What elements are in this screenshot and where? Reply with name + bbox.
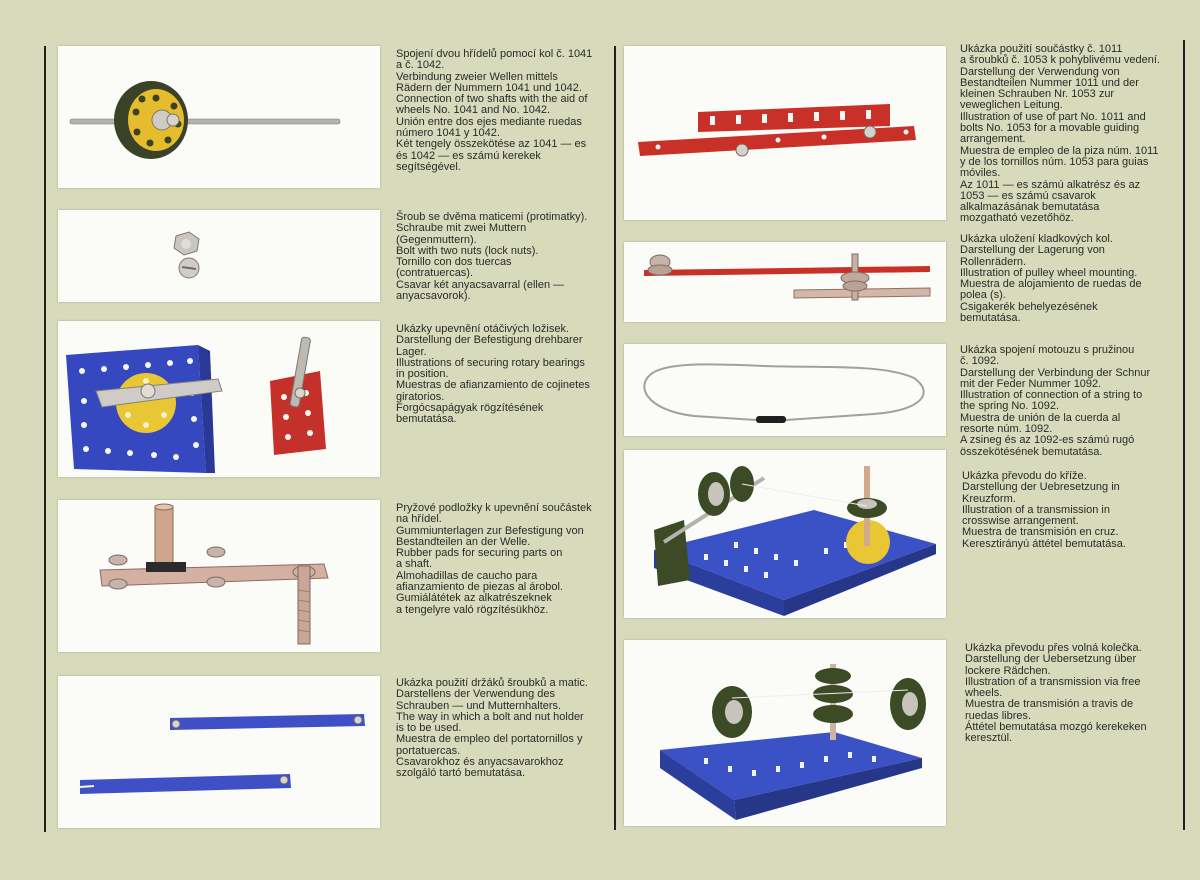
caption-line: Illustration of a transmission via free [965, 675, 1141, 688]
photo-crosswise-transmission [624, 450, 946, 618]
caption-line: (Gegenmuttern). [396, 233, 477, 246]
caption-line: Az 1011 — es számú alkatrész és az [960, 178, 1141, 191]
caption-line: Ukázky upevnění otáčivých ložisek. [396, 323, 570, 335]
caption-line: Forgócsapágyak rögzítésének [396, 402, 544, 415]
caption-line: Muestras de afianzamiento de cojinetes [396, 379, 590, 392]
photo-bolt-two-nuts [58, 210, 380, 302]
caption-line: Darstellung der Verbindung der Schnur [960, 366, 1151, 379]
caption-line: Schraube mit zwei Muttern [396, 222, 527, 235]
caption-line: Muestra de empleo del portatornillos y [396, 733, 583, 746]
caption-line: Rollenrädern. [960, 255, 1027, 268]
caption-line: keresztül. [965, 732, 1013, 745]
caption-line: Csavar két anyacsavarral (ellen — [396, 278, 565, 291]
caption-line: wheels No. 1041 and No. 1042. [396, 104, 551, 117]
caption-line: resorte núm. 1092. [960, 423, 1053, 436]
caption-line: Muestra de transmisión a travis de [965, 698, 1134, 711]
caption-line: Muestra de unión de la cuerda al [960, 411, 1121, 424]
caption-pulley-mounting [960, 234, 1175, 324]
caption-line: č. 1092. [960, 355, 1000, 368]
caption-line: összekötésének bemutatása. [960, 445, 1103, 458]
caption-line: Muestra de empleo de la piza núm. 1011 [960, 144, 1159, 157]
caption-line: Ukázka spojení motouzu s pružinou [960, 344, 1135, 356]
caption-line: y de los tornillos núm. 1053 para guias [960, 155, 1149, 168]
caption-line: veweglichen Leitung. [960, 99, 1063, 112]
caption-line: móviles. [960, 167, 1001, 180]
caption-line: bemutatása. [396, 413, 457, 426]
caption-line: Gumiálátétek az alkatrészeknek [396, 592, 552, 605]
caption-rubber-pads [396, 503, 611, 616]
caption-line: Verbindung zweier Wellen mittels [396, 70, 558, 83]
caption-line: Muestra de transmisión en cruz. [962, 526, 1119, 539]
caption-line: Connection of two shafts with the aid of [396, 93, 588, 106]
caption-line: (contratuercas). [396, 267, 474, 280]
caption-line: afianzamiento de piezas al árobol. [396, 581, 563, 594]
caption-line: Ukázka použití držáků šroubků a matic. [396, 677, 588, 689]
caption-crosswise-transmission [962, 471, 1177, 550]
caption-rotary-bearings [396, 324, 611, 426]
caption-line: a tengelyre való rögzítésükhöz. [396, 603, 549, 616]
photo-rotary-bearings [58, 321, 380, 477]
caption-line: anyacsavorok). [396, 290, 471, 303]
caption-line: kleinen Schrauben Nr. 1053 zur [960, 88, 1115, 101]
caption-line: in position. [396, 368, 449, 381]
caption-line: és 1042 — es számú kerekek [396, 149, 541, 162]
caption-movable-guiding [960, 44, 1175, 225]
caption-line: Gummiunterlagen zur Befestigung von [396, 524, 584, 537]
caption-line: Darstellung der Uebersetzung über [965, 653, 1137, 666]
caption-line: a č. 1042. [396, 59, 445, 72]
caption-line: a shaft. [396, 558, 433, 571]
caption-line: Csigakerék behelyezésének [960, 300, 1098, 313]
caption-line: mozgatható vezetőhöz. [960, 212, 1074, 225]
caption-line: Illustration of pulley wheel mounting. [960, 266, 1138, 279]
caption-line: na hřídel. [396, 513, 442, 526]
caption-line: Lager. [396, 345, 427, 358]
caption-line: Illustration of connection of a string to [960, 389, 1143, 402]
caption-line: Bolt with two nuts (lock nuts). [396, 244, 539, 257]
caption-line: Ukázka použití součástky č. 1011 [960, 43, 1123, 55]
caption-line: Darstellung der Uebresetzung in [962, 481, 1120, 494]
caption-line: Darstellung der Verwendung von [960, 65, 1120, 78]
caption-line: 1053 — es számú csavarok [960, 189, 1096, 202]
caption-line: Darstellung der Befestigung drehbarer [396, 334, 583, 347]
caption-line: Šroub se dvěma maticemi (protimatky). [396, 211, 588, 223]
caption-line: Schrauben — und Mutternhalters. [396, 699, 562, 712]
caption-two-shafts [396, 49, 611, 173]
caption-line: número 1041 y 1042. [396, 127, 500, 140]
caption-line: Ukázka převodu přes volná kolečka. [965, 642, 1142, 654]
caption-line: Unión entre dos ejes mediante ruedas [396, 115, 582, 128]
caption-line: giratorios. [396, 390, 445, 403]
right-column-rule [1183, 40, 1185, 830]
photo-string-spring [624, 344, 946, 436]
caption-line: polea (s). [960, 289, 1006, 302]
caption-bolt-nut-holder [396, 678, 611, 780]
caption-line: Csavarokhoz és anyacsavarokhoz [396, 756, 564, 769]
caption-line: A zsineg és az 1092-es számú rugó [960, 434, 1135, 447]
caption-line: Muestra de alojamiento de ruedas de [960, 278, 1142, 291]
photo-free-wheels-transmission [624, 640, 946, 826]
caption-line: Ukázka uložení kladkových kol. [960, 233, 1113, 245]
caption-line: The way in which a bolt and nut holder [396, 710, 584, 723]
caption-line: segítségével. [396, 160, 461, 173]
caption-line: Darstellung der Lagerung von [960, 244, 1105, 257]
caption-line: mit der Feder Nummer 1092. [960, 377, 1102, 390]
caption-line: is to be used. [396, 722, 462, 735]
photo-movable-guiding [624, 46, 946, 220]
caption-line: alkalmazásának bemutatása [960, 201, 1100, 214]
caption-line: crosswise arrangement. [962, 515, 1079, 528]
caption-line: Rädern der Nummern 1041 und 1042. [396, 81, 582, 94]
caption-line: Pryžové podložky k upevnění součástek [396, 502, 592, 514]
caption-line: Tornillo con dos tuercas [396, 256, 512, 269]
caption-line: Áttétel bemutatása mozgó kerekeken [965, 721, 1147, 734]
center-column-rule [614, 46, 616, 830]
caption-line: Illustration of a transmission in [962, 503, 1110, 516]
caption-line: wheels. [965, 687, 1003, 700]
caption-line: portatuercas. [396, 744, 461, 757]
caption-line: Rubber pads for securing parts on [396, 547, 563, 560]
caption-line: Keresztirányú áttétel bemutatása. [962, 537, 1126, 550]
caption-line: bemutatása. [960, 312, 1021, 325]
photo-two-shafts-wheels [58, 46, 380, 188]
caption-free-wheels-transmission [965, 643, 1180, 745]
photo-bolt-nut-holder [58, 676, 380, 828]
caption-line: Almohadillas de caucho para [396, 569, 538, 582]
caption-line: a šroubků č. 1053 k pohyblivému vedení. [960, 54, 1160, 67]
caption-line: the spring No. 1092. [960, 400, 1060, 413]
caption-bolt-nuts [396, 212, 611, 302]
caption-line: arrangement. [960, 133, 1026, 146]
photo-rubber-pads [58, 500, 380, 652]
caption-line: Darstellens der Verwendung des [396, 688, 555, 701]
caption-line: Ukázka převodu do kříže. [962, 470, 1087, 482]
caption-line: Bestandteilen Nummer 1011 und der [960, 76, 1139, 89]
caption-line: szolgáló tartó bemutatása. [396, 767, 526, 780]
caption-line: Illustrations of securing rotary bearings [396, 356, 585, 369]
photo-pulley-mounting [624, 242, 946, 322]
caption-line: Bestandteilen an der Welle. [396, 535, 531, 548]
caption-line: Spojení dvou hřídelů pomocí kol č. 1041 [396, 48, 593, 60]
left-column-rule [44, 46, 46, 832]
caption-line: lockere Rädchen. [965, 664, 1051, 677]
caption-line: Kreuzform. [962, 492, 1016, 505]
caption-line: Illustration of use of part No. 1011 and [960, 110, 1146, 123]
caption-line: Két tengely összekötése az 1041 — es [396, 138, 587, 151]
caption-line: ruedas libres. [965, 709, 1032, 722]
caption-line: bolts No. 1053 for a movable guiding [960, 122, 1140, 135]
caption-string-spring [960, 345, 1175, 458]
